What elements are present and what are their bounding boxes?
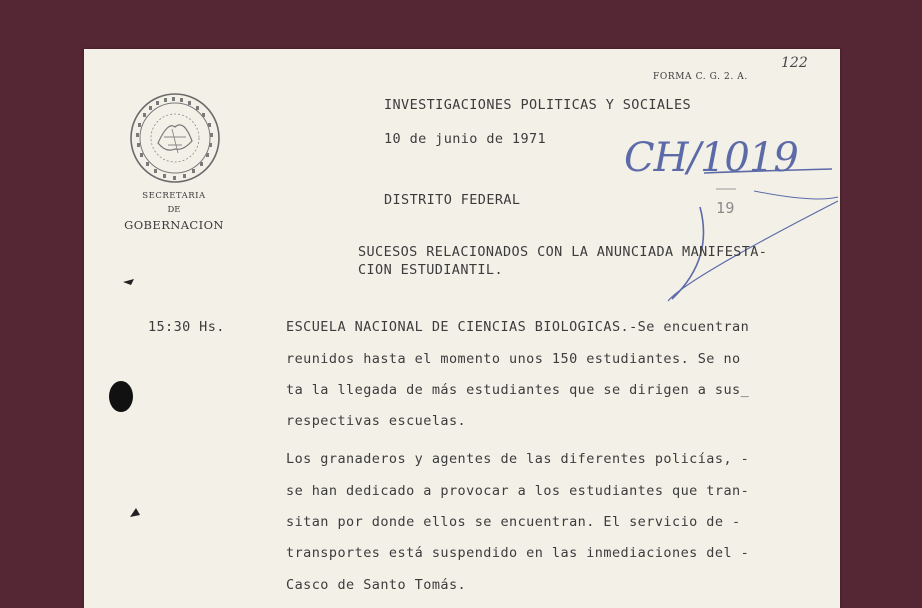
handwriting-strokes-icon xyxy=(594,167,840,317)
seal-text-line1: SECRETARIA xyxy=(142,191,206,201)
department-title: INVESTIGACIONES POLITICAS Y SOCIALES xyxy=(384,97,691,113)
paragraph1-line4: respectivas escuelas. xyxy=(286,413,467,429)
paragraph2-line5: Casco de Santo Tomás. xyxy=(286,577,467,593)
paragraph1-line3: ta la llegada de más estudiantes que se dirigen a sus_ xyxy=(286,382,750,398)
seal-text-line2: DE xyxy=(167,205,181,215)
margin-tick-mark-icon xyxy=(128,507,142,519)
paragraph1-line1: ESCUELA NACIONAL DE CIENCIAS BIOLOGICAS.-Se encuentran xyxy=(286,319,750,335)
entry-time: 15:30 Hs. xyxy=(148,319,225,335)
subject-line-2: CION ESTUDIANTIL. xyxy=(358,262,503,278)
paragraph2-line2: se han dedicado a provocar a los estudiantes que tran- xyxy=(286,483,750,499)
document-date: 10 de junio de 1971 xyxy=(384,131,547,147)
paragraph2-line3: sitan por donde ellos se encuentran. El servicio de - xyxy=(286,514,741,530)
form-code: FORMA C. G. 2. A. xyxy=(653,72,748,82)
margin-tick-mark-icon xyxy=(122,277,136,287)
document-page xyxy=(84,49,840,608)
handwritten-file-number: CH/1019 xyxy=(624,135,798,181)
page-number: 122 xyxy=(781,55,808,71)
location: DISTRITO FEDERAL xyxy=(384,192,521,208)
paragraph2-line1: Los granaderos y agentes de las diferentes policías, - xyxy=(286,451,750,467)
official-seal xyxy=(128,91,222,185)
punch-hole-mark xyxy=(109,381,133,412)
stamp-number: 19 xyxy=(716,199,735,217)
subject-line-1: SUCESOS RELACIONADOS CON LA ANUNCIADA MANIFESTA- xyxy=(358,244,768,260)
paragraph2-line4: transportes está suspendido en las inmediaciones del - xyxy=(286,545,750,561)
seal-text-line3: GOBERNACION xyxy=(124,218,224,232)
paragraph1-line2: reunidos hasta el momento unos 150 estudiantes. Se no xyxy=(286,351,741,367)
seal-emblem-icon xyxy=(128,91,222,185)
